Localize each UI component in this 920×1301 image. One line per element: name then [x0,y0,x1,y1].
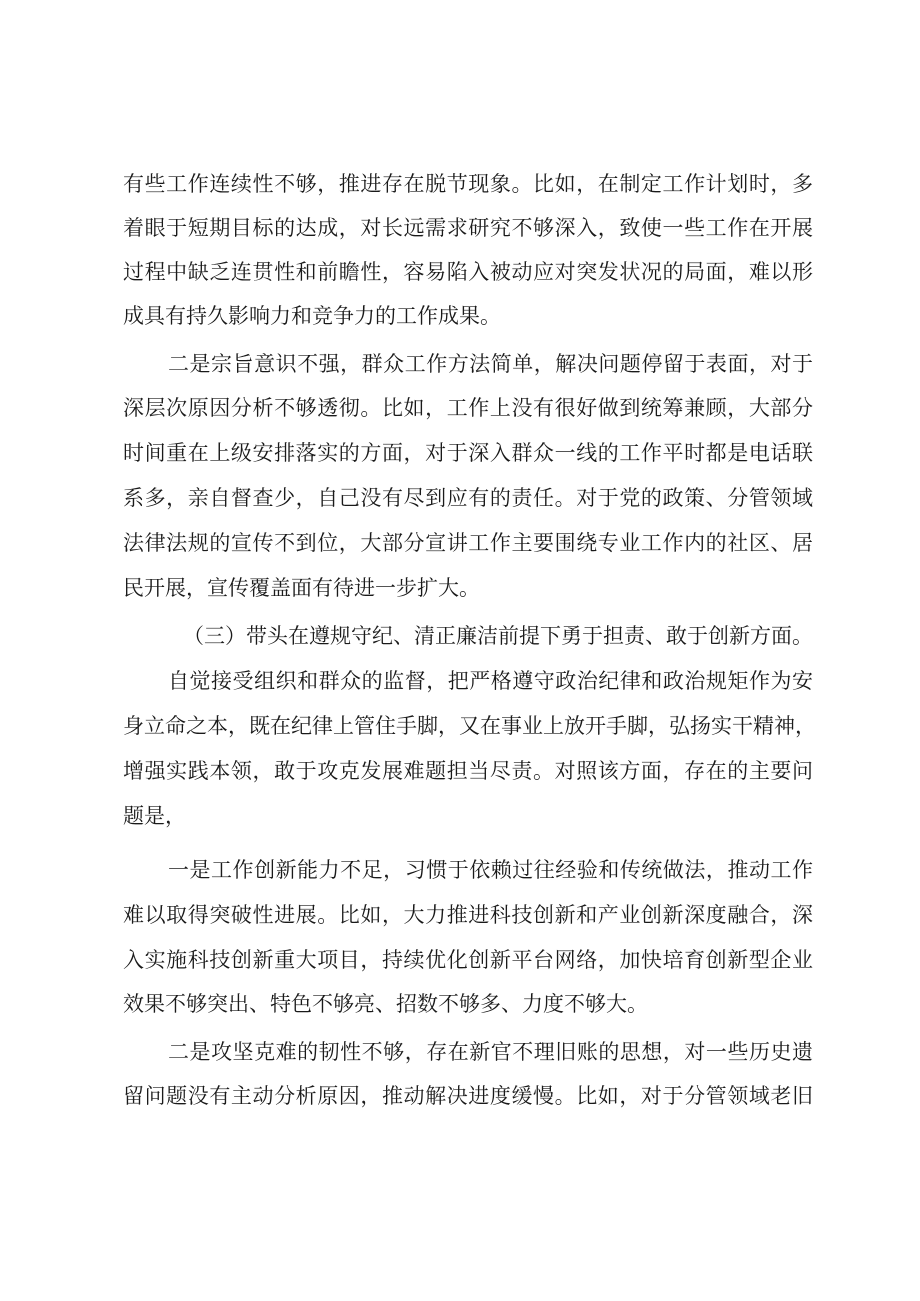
text-line: 民开展，宣传覆盖面有待进一步扩大。 [123,576,480,600]
text-line: 难以取得突破性进展。比如，大力推进科技创新和产业创新深度融合，深 [123,903,813,927]
text-line: 一是工作创新能力不足，习惯于依赖过往经验和传统做法，推动工作 [168,858,813,882]
text-line: 入实施科技创新重大项目，持续优化创新平台网络，加快培育创新型企业 [123,948,813,972]
text-line: 时间重在上级安排落实的方面，对于深入群众一线的工作平时都是电话联 [123,441,813,465]
text-line: 系多，亲自督查少，自己没有尽到应有的责任。对于党的政策、分管领域 [123,486,813,510]
section-heading: （三）带头在遵规守纪、清正廉洁前提下勇于担责、敢于创新方面。 [183,624,813,648]
text-line: 效果不够突出、特色不够亮、招数不够多、力度不够大。 [123,992,648,1016]
text-line: 留问题没有主动分析原因，推动解决进度缓慢。比如，对于分管领域老旧 [123,1084,813,1108]
text-line: 二是宗旨意识不强，群众工作方法简单，解决问题停留于表面，对于 [168,352,813,376]
text-line: 成具有持久影响力和竞争力的工作成果。 [123,304,501,328]
text-line: 着眼于短期目标的达成，对长远需求研究不够深入，致使一些工作在开展 [123,216,813,240]
text-line: 题是， [123,804,186,828]
text-line: 身立命之本，既在纪律上管住手脚，又在事业上放开手脚，弘扬实干精神， [123,714,816,738]
text-line: 过程中缺乏连贯性和前瞻性，容易陷入被动应对突发状况的局面，难以形 [123,260,813,284]
text-line: 深层次原因分析不够透彻。比如，工作上没有很好做到统筹兼顾，大部分 [123,396,813,420]
text-line: 有些工作连续性不够，推进存在脱节现象。比如，在制定工作计划时，多 [123,172,813,196]
text-line: 增强实践本领，敢于攻克发展难题担当尽责。对照该方面，存在的主要问 [123,759,813,783]
text-line: 二是攻坚克难的韧性不够，存在新官不理旧账的思想，对一些历史遗 [168,1040,813,1064]
text-line: 自觉接受组织和群众的监督，把严格遵守政治纪律和政治规矩作为安 [168,669,813,693]
text-line: 法律法规的宣传不到位，大部分宣讲工作主要围绕专业工作内的社区、居 [123,531,813,555]
